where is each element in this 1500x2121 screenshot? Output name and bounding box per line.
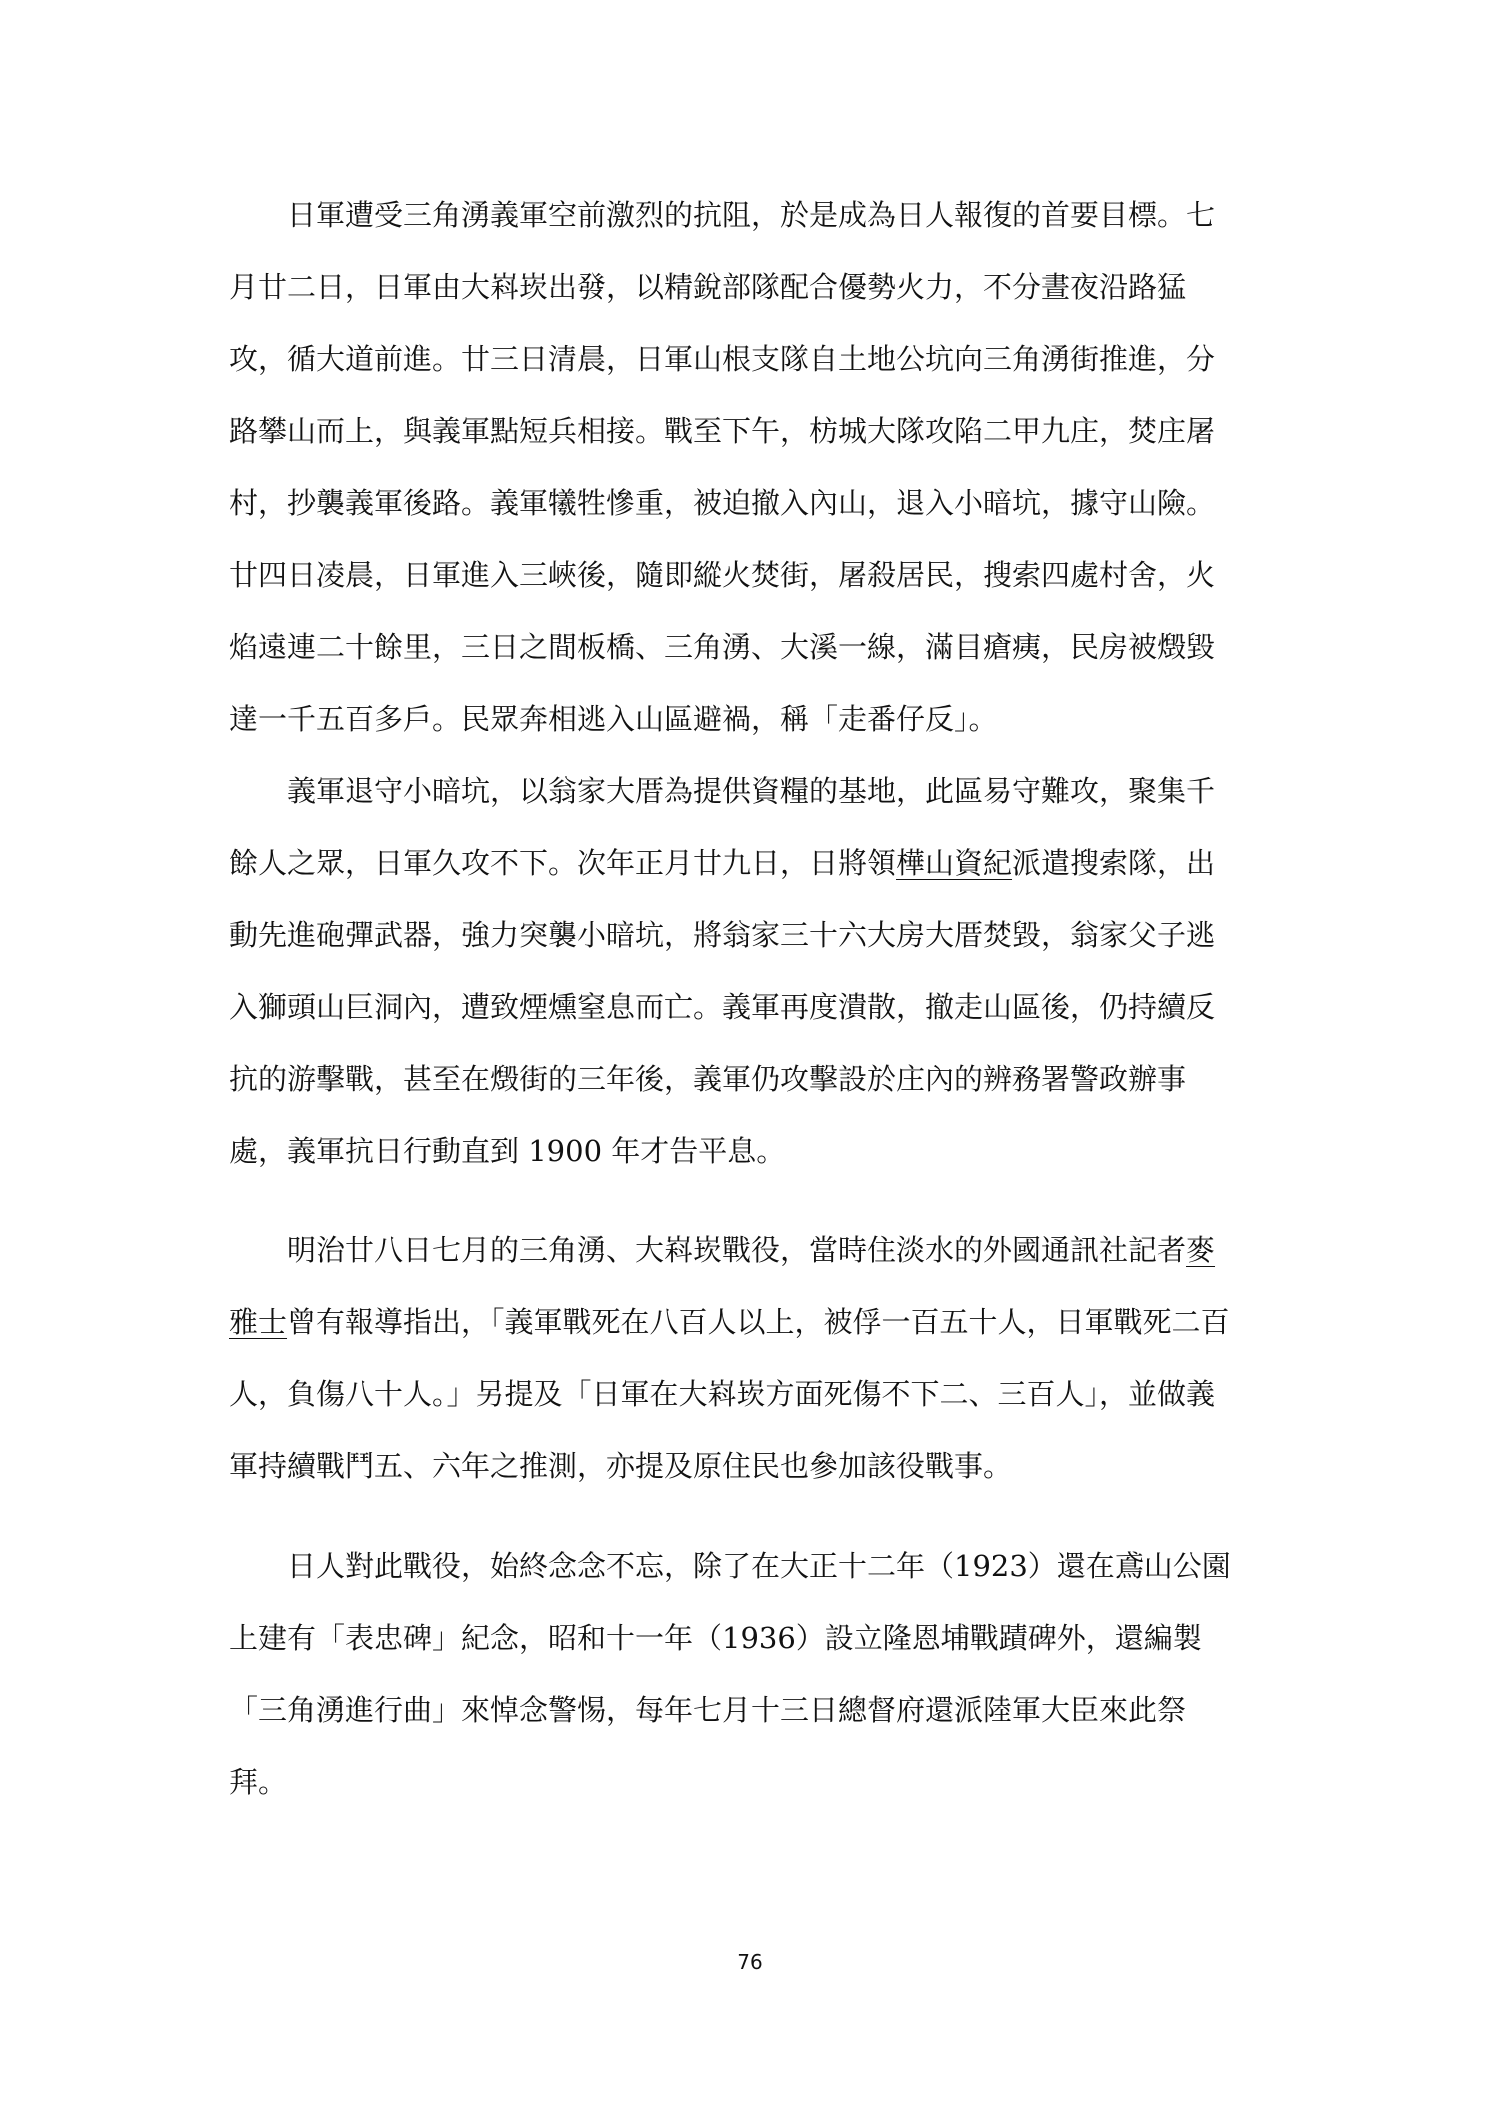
- text-line: 拜。: [229, 1765, 288, 1799]
- text-line: 焰遠連二十餘里，三日之間板橋、三角湧、大溪一線，滿目瘡痍，民房被燬毀: [229, 630, 1216, 664]
- text-line: 村，抄襲義軍後路。義軍犧牲慘重，被迫撤入內山，退入小暗坑，據守山險。: [229, 486, 1216, 520]
- text-line: 攻，循大道前進。廿三日清晨，日軍山根支隊自土地公坑向三角湧街推進，分: [229, 342, 1216, 376]
- text-line: 日軍遭受三角湧義軍空前激烈的抗阻，於是成為日人報復的首要目標。七: [287, 198, 1216, 232]
- text-line: 路攀山而上，與義軍點短兵相接。戰至下午，枋城大隊攻陷二甲九庄，焚庄屠: [229, 414, 1216, 448]
- text-line: 廿四日凌晨，日軍進入三峽後，隨即縱火焚街，屠殺居民，搜索四處村舍，火: [229, 558, 1216, 592]
- text-line: [287, 1232, 1215, 1268]
- text-line: [229, 1304, 1230, 1340]
- text-segment: 曾有報導指出，「義軍戰死在八百人以上，被俘一百五十人，日軍戰死二百: [287, 1305, 1230, 1339]
- person-name-underlined: 樺山資紀: [896, 846, 1013, 880]
- text-line: 月廿二日，日軍由大嵙崁出發，以精銳部隊配合優勢火力，不分晝夜沿路猛: [229, 270, 1187, 304]
- text-line: 上建有「表忠碑」紀念，昭和十一年（1936）設立隆恩埔戰蹟碑外，還編製: [229, 1621, 1202, 1655]
- text-segment: 派遣搜索隊，出: [1012, 846, 1216, 880]
- person-name-underlined: 雅士: [229, 1305, 288, 1339]
- text-line: 入獅頭山巨洞內，遭致煙燻窒息而亡。義軍再度潰散，撤走山區後，仍持續反: [229, 990, 1216, 1024]
- text-line: 達一千五百多戶。民眾奔相逃入山區避禍，稱「走番仔反」。: [229, 702, 998, 736]
- text-line: 軍持續戰鬥五、六年之推測，亦提及原住民也參加該役戰事。: [229, 1449, 1013, 1483]
- text-line: 處，義軍抗日行動直到 1900 年才告平息。: [229, 1134, 786, 1168]
- text-segment: 明治廿八日七月的三角湧、大嵙崁戰役，當時住淡水的外國通訊社記者: [287, 1233, 1187, 1267]
- text-line: [229, 845, 1215, 881]
- text-line: 「三角湧進行曲」來悼念警惕，每年七月十三日總督府還派陸軍大臣來此祭: [229, 1693, 1187, 1727]
- text-segment: 餘人之眾，日軍久攻不下。次年正月廿九日，日將領: [229, 846, 897, 880]
- text-line: 義軍退守小暗坑，以翁家大厝為提供資糧的基地，此區易守難攻，聚集千: [287, 774, 1216, 808]
- text-line: 抗的游擊戰，甚至在燬街的三年後，義軍仍攻擊設於庄內的辨務署警政辦事: [229, 1062, 1187, 1096]
- page-number: 76: [737, 1950, 763, 1974]
- text-line: 人，負傷八十人。」另提及「日軍在大嵙崁方面死傷不下二、三百人」，並做義: [229, 1377, 1216, 1411]
- text-line: 動先進砲彈武器，強力突襲小暗坑，將翁家三十六大房大厝焚毀，翁家父子逃: [229, 918, 1216, 952]
- person-name-underlined: 麥: [1186, 1233, 1216, 1267]
- text-line: 日人對此戰役，始終念念不忘，除了在大正十二年（1923）還在鳶山公園: [287, 1549, 1231, 1583]
